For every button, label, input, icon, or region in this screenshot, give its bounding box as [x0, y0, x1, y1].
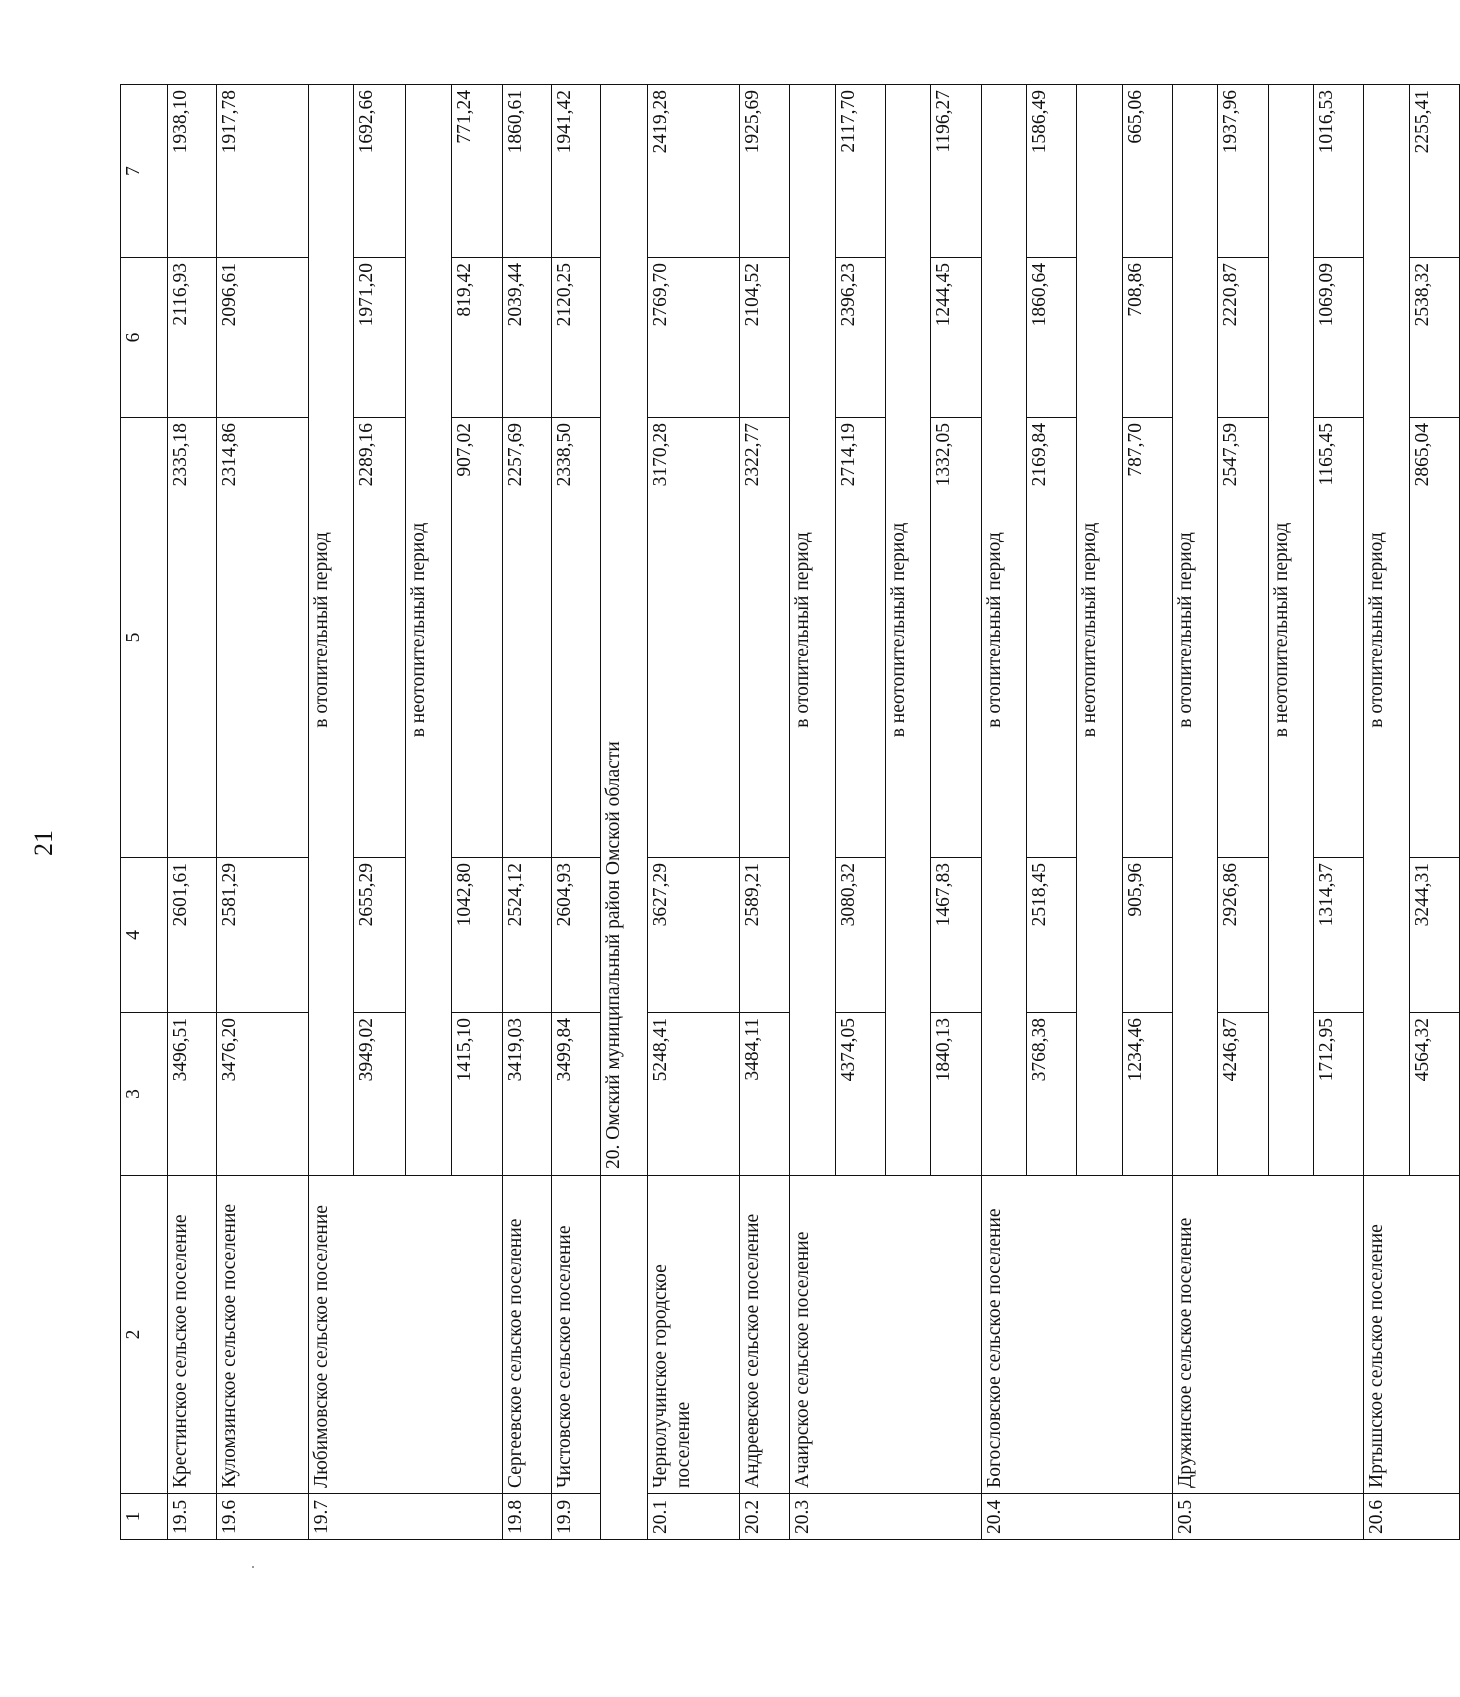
- row-id: 20.5: [1172, 1494, 1363, 1540]
- nonheating-period-label: в неотопительный период: [886, 85, 931, 1176]
- value-cell: 2538,32: [1409, 258, 1460, 418]
- value-cell: 1925,69: [740, 85, 790, 258]
- column-header: 2: [121, 1176, 168, 1494]
- value-cell: 2581,29: [216, 858, 308, 1013]
- tariff-table: [120, 84, 1460, 1540]
- settlement-name: Чистовское сельское поселение: [552, 1176, 601, 1494]
- value-cell: 2289,16: [354, 418, 406, 858]
- value-cell: 2120,25: [552, 258, 601, 418]
- value-cell: 3244,31: [1409, 858, 1460, 1013]
- value-cell: 1860,61: [503, 85, 552, 258]
- value-cell: 2419,28: [647, 85, 739, 258]
- value-cell: 1586,49: [1027, 85, 1077, 258]
- value-cell: 3627,29: [647, 858, 739, 1013]
- value-cell: 2524,12: [503, 858, 552, 1013]
- period-row: [1172, 85, 1217, 1540]
- value-cell: 1415,10: [451, 1013, 503, 1176]
- value-cell: 1165,45: [1313, 418, 1363, 858]
- settlement-name: Богословское сельское поселение: [981, 1176, 1172, 1494]
- row-id: 19.5: [168, 1494, 217, 1540]
- value-cell: 787,70: [1122, 418, 1172, 858]
- row-id: 20.4: [981, 1494, 1172, 1540]
- value-cell: 2865,04: [1409, 418, 1460, 858]
- value-cell: 2255,41: [1409, 85, 1460, 258]
- rotated-table-wrapper: [120, 85, 1460, 1540]
- value-cell: 2518,45: [1027, 858, 1077, 1013]
- value-cell: 1467,83: [931, 858, 981, 1013]
- value-cell: 2335,18: [168, 418, 217, 858]
- value-cell: 708,86: [1122, 258, 1172, 418]
- value-cell: 2338,50: [552, 418, 601, 858]
- settlement-name: Дружинское сельское поселение: [1172, 1176, 1363, 1494]
- section-row: [600, 85, 647, 1540]
- nonheating-period-label: в неотопительный период: [406, 85, 451, 1176]
- value-cell: 2604,93: [552, 858, 601, 1013]
- value-cell: 1234,46: [1122, 1013, 1172, 1176]
- settlement-name: Чернолучинское городское поселение: [647, 1176, 739, 1494]
- value-cell: 3419,03: [503, 1013, 552, 1176]
- column-header: 6: [121, 258, 168, 418]
- row-id: 20.2: [740, 1494, 790, 1540]
- heating-period-label: в отопительный период: [309, 85, 354, 1176]
- row-id: 19.7: [309, 1494, 503, 1540]
- value-cell: 2396,23: [835, 258, 885, 418]
- value-cell: 1042,80: [451, 858, 503, 1013]
- value-cell: 2169,84: [1027, 418, 1077, 858]
- column-header: 1: [121, 1494, 168, 1540]
- period-row: [981, 85, 1026, 1540]
- settlement-name: Ачаирское сельское поселение: [790, 1176, 981, 1494]
- value-cell: 1692,66: [354, 85, 406, 258]
- value-cell: 3949,02: [354, 1013, 406, 1176]
- value-cell: 907,02: [451, 418, 503, 858]
- heating-period-label: в отопительный период: [790, 85, 835, 1176]
- scan-speck: [252, 1566, 254, 1568]
- heating-period-label: в отопительный период: [981, 85, 1026, 1176]
- row-id: 20.6: [1364, 1494, 1460, 1540]
- value-cell: 2257,69: [503, 418, 552, 858]
- column-header: 7: [121, 85, 168, 258]
- value-cell: 1244,45: [931, 258, 981, 418]
- value-cell: 3170,28: [647, 418, 739, 858]
- settlement-name: Сергеевское сельское поселение: [503, 1176, 552, 1494]
- value-cell: 2039,44: [503, 258, 552, 418]
- value-cell: 2589,21: [740, 858, 790, 1013]
- value-cell: 2117,70: [835, 85, 885, 258]
- column-header: 4: [121, 858, 168, 1013]
- value-cell: 665,06: [1122, 85, 1172, 258]
- value-cell: 3496,51: [168, 1013, 217, 1176]
- value-cell: 1069,09: [1313, 258, 1363, 418]
- value-cell: 2601,61: [168, 858, 217, 1013]
- value-cell: 2220,87: [1218, 258, 1268, 418]
- heating-period-label: в отопительный период: [1364, 85, 1409, 1176]
- section-title: 20. Омский муниципальный район Омской области: [600, 85, 647, 1176]
- settlement-name: Иртышское сельское поселение: [1364, 1176, 1460, 1494]
- row-id: 20.1: [647, 1494, 739, 1540]
- value-cell: 4564,32: [1409, 1013, 1460, 1176]
- value-cell: 3768,38: [1027, 1013, 1077, 1176]
- value-cell: 2116,93: [168, 258, 217, 418]
- column-header: 3: [121, 1013, 168, 1176]
- value-cell: 1917,78: [216, 85, 308, 258]
- value-cell: 3080,32: [835, 858, 885, 1013]
- nonheating-period-label: в неотопительный период: [1077, 85, 1122, 1176]
- table-row: [647, 85, 739, 1540]
- settlement-name: Крестинское сельское поселение: [168, 1176, 217, 1494]
- period-row: [1364, 85, 1409, 1540]
- header-row: [121, 85, 168, 1540]
- value-cell: 3484,11: [740, 1013, 790, 1176]
- value-cell: 1840,13: [931, 1013, 981, 1176]
- table-row: [503, 85, 552, 1540]
- value-cell: 2714,19: [835, 418, 885, 858]
- value-cell: 2769,70: [647, 258, 739, 418]
- value-cell: 1860,64: [1027, 258, 1077, 418]
- value-cell: 771,24: [451, 85, 503, 258]
- table-row: [168, 85, 217, 1540]
- value-cell: 2104,52: [740, 258, 790, 418]
- section-spacer: [600, 1176, 647, 1540]
- value-cell: 2314,86: [216, 418, 308, 858]
- row-id: 19.9: [552, 1494, 601, 1540]
- settlement-name: Андреевское сельское поселение: [740, 1176, 790, 1494]
- value-cell: 1196,27: [931, 85, 981, 258]
- row-id: 20.3: [790, 1494, 981, 1540]
- value-cell: 1314,37: [1313, 858, 1363, 1013]
- settlement-name: Любимовское сельское поселение: [309, 1176, 503, 1494]
- value-cell: 1938,10: [168, 85, 217, 258]
- value-cell: 1971,20: [354, 258, 406, 418]
- heating-period-label: в отопительный период: [1172, 85, 1217, 1176]
- table-row: [740, 85, 790, 1540]
- nonheating-period-label: в неотопительный период: [1268, 85, 1313, 1176]
- value-cell: 905,96: [1122, 858, 1172, 1013]
- value-cell: 1937,96: [1218, 85, 1268, 258]
- value-cell: 4374,05: [835, 1013, 885, 1176]
- value-cell: 3476,20: [216, 1013, 308, 1176]
- row-id: 19.8: [503, 1494, 552, 1540]
- settlement-name: Куломзинское сельское поселение: [216, 1176, 308, 1494]
- value-cell: 2655,29: [354, 858, 406, 1013]
- value-cell: 3499,84: [552, 1013, 601, 1176]
- value-cell: 4246,87: [1218, 1013, 1268, 1176]
- value-cell: 2322,77: [740, 418, 790, 858]
- value-cell: 1712,95: [1313, 1013, 1363, 1176]
- period-row: [790, 85, 835, 1540]
- page-number: 21: [29, 830, 58, 856]
- value-cell: 2096,61: [216, 258, 308, 418]
- table-row: [552, 85, 601, 1540]
- value-cell: 819,42: [451, 258, 503, 418]
- value-cell: 2547,59: [1218, 418, 1268, 858]
- table-row: [216, 85, 308, 1540]
- period-row: [309, 85, 354, 1540]
- value-cell: 2926,86: [1218, 858, 1268, 1013]
- row-id: 19.6: [216, 1494, 308, 1540]
- value-cell: 1016,53: [1313, 85, 1363, 258]
- column-header: 5: [121, 418, 168, 858]
- value-cell: 1941,42: [552, 85, 601, 258]
- value-cell: 5248,41: [647, 1013, 739, 1176]
- value-cell: 1332,05: [931, 418, 981, 858]
